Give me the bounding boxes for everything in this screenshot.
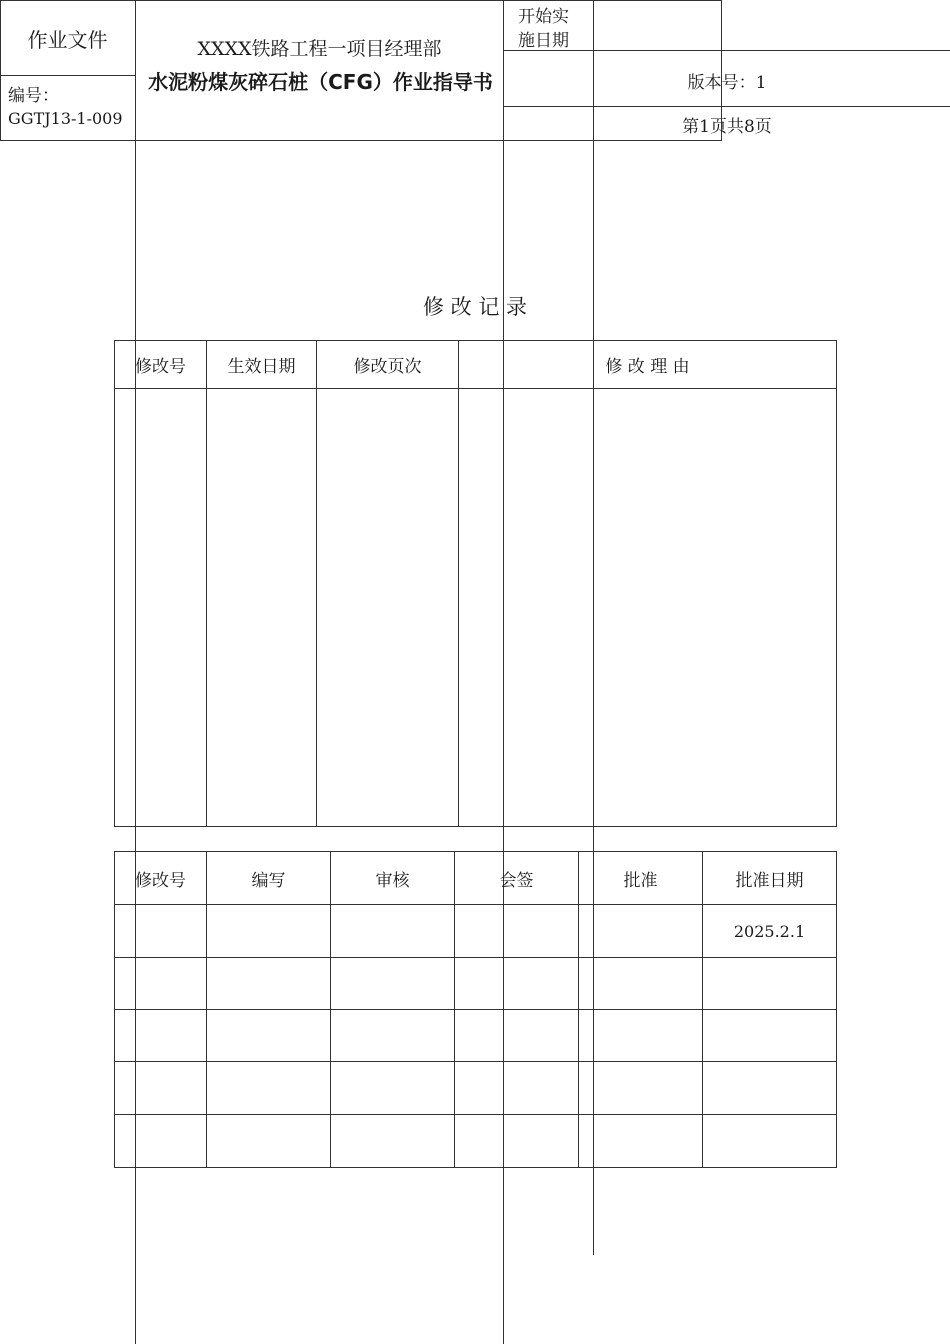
table-cell (703, 1010, 837, 1062)
table-cell (703, 958, 837, 1010)
table-cell (115, 958, 207, 1010)
page-info: 第1页共8页 (682, 117, 772, 137)
column-header: 批准日期 (703, 852, 837, 905)
table-cell (331, 1115, 455, 1168)
column-header: 批准 (579, 852, 703, 905)
organization-name: XXXX铁路工程一项目经理部 (197, 38, 442, 60)
doc-code-label: 编号： (8, 86, 59, 106)
start-date-label: 开始实 (518, 7, 569, 27)
column-header: 修改号 (115, 852, 207, 905)
table-cell (459, 389, 837, 827)
table-cell (207, 1115, 331, 1168)
table-cell (115, 905, 207, 958)
table-cell (703, 1062, 837, 1115)
header-divider (503, 50, 950, 51)
table-row (115, 389, 837, 827)
column-header: 会签 (455, 852, 579, 905)
approval-table (114, 851, 837, 1168)
table-cell (703, 1115, 837, 1168)
table-cell (207, 905, 331, 958)
doc-code-value: GGTJ13-1-009 (8, 109, 123, 128)
column-header: 修改号 (115, 341, 207, 389)
table-cell (115, 1010, 207, 1062)
table-cell (207, 1062, 331, 1115)
table-cell (115, 1115, 207, 1168)
table-cell (579, 905, 703, 958)
table-cell (455, 1115, 579, 1168)
table-cell (579, 1115, 703, 1168)
table-cell (115, 389, 207, 827)
table-cell (455, 905, 579, 958)
table-cell (579, 1010, 703, 1062)
table-cell (331, 1010, 455, 1062)
column-header: 修 改 理 由 (459, 341, 837, 389)
doc-type-label: 作业文件 (27, 28, 108, 52)
column-header: 修改页次 (317, 341, 459, 389)
column-header: 编写 (207, 852, 331, 905)
table-cell (455, 958, 579, 1010)
table-cell (579, 1062, 703, 1115)
approval-date-cell: 2025.2.1 (703, 905, 837, 958)
table-cell (455, 1010, 579, 1062)
table-row (115, 905, 837, 958)
table-cell (579, 958, 703, 1010)
table-cell (207, 389, 317, 827)
table-row (115, 1062, 837, 1115)
table-cell (455, 1062, 579, 1115)
table-row (115, 1115, 837, 1168)
start-date-label-2: 施日期 (518, 31, 569, 51)
table-row (115, 1010, 837, 1062)
table-cell (331, 958, 455, 1010)
document-header (0, 0, 772, 141)
table-cell (331, 1062, 455, 1115)
document-title: 水泥粉煤灰碎石桩（CFG）作业指导书 (148, 70, 493, 94)
table-cell (317, 389, 459, 827)
header-divider (0, 75, 135, 76)
column-header: 审核 (331, 852, 455, 905)
revision-record-heading: 修 改 记 录 (422, 295, 528, 319)
revision-header-row (115, 341, 837, 389)
version-number: 版本号：1 (687, 73, 767, 93)
table-cell (207, 958, 331, 1010)
table-row (115, 958, 837, 1010)
table-cell (331, 905, 455, 958)
column-header: 生效日期 (207, 341, 317, 389)
approval-header-row (115, 852, 837, 905)
table-cell (207, 1010, 331, 1062)
revision-record-table (114, 340, 837, 827)
table-cell (115, 1062, 207, 1115)
header-divider (503, 106, 950, 107)
